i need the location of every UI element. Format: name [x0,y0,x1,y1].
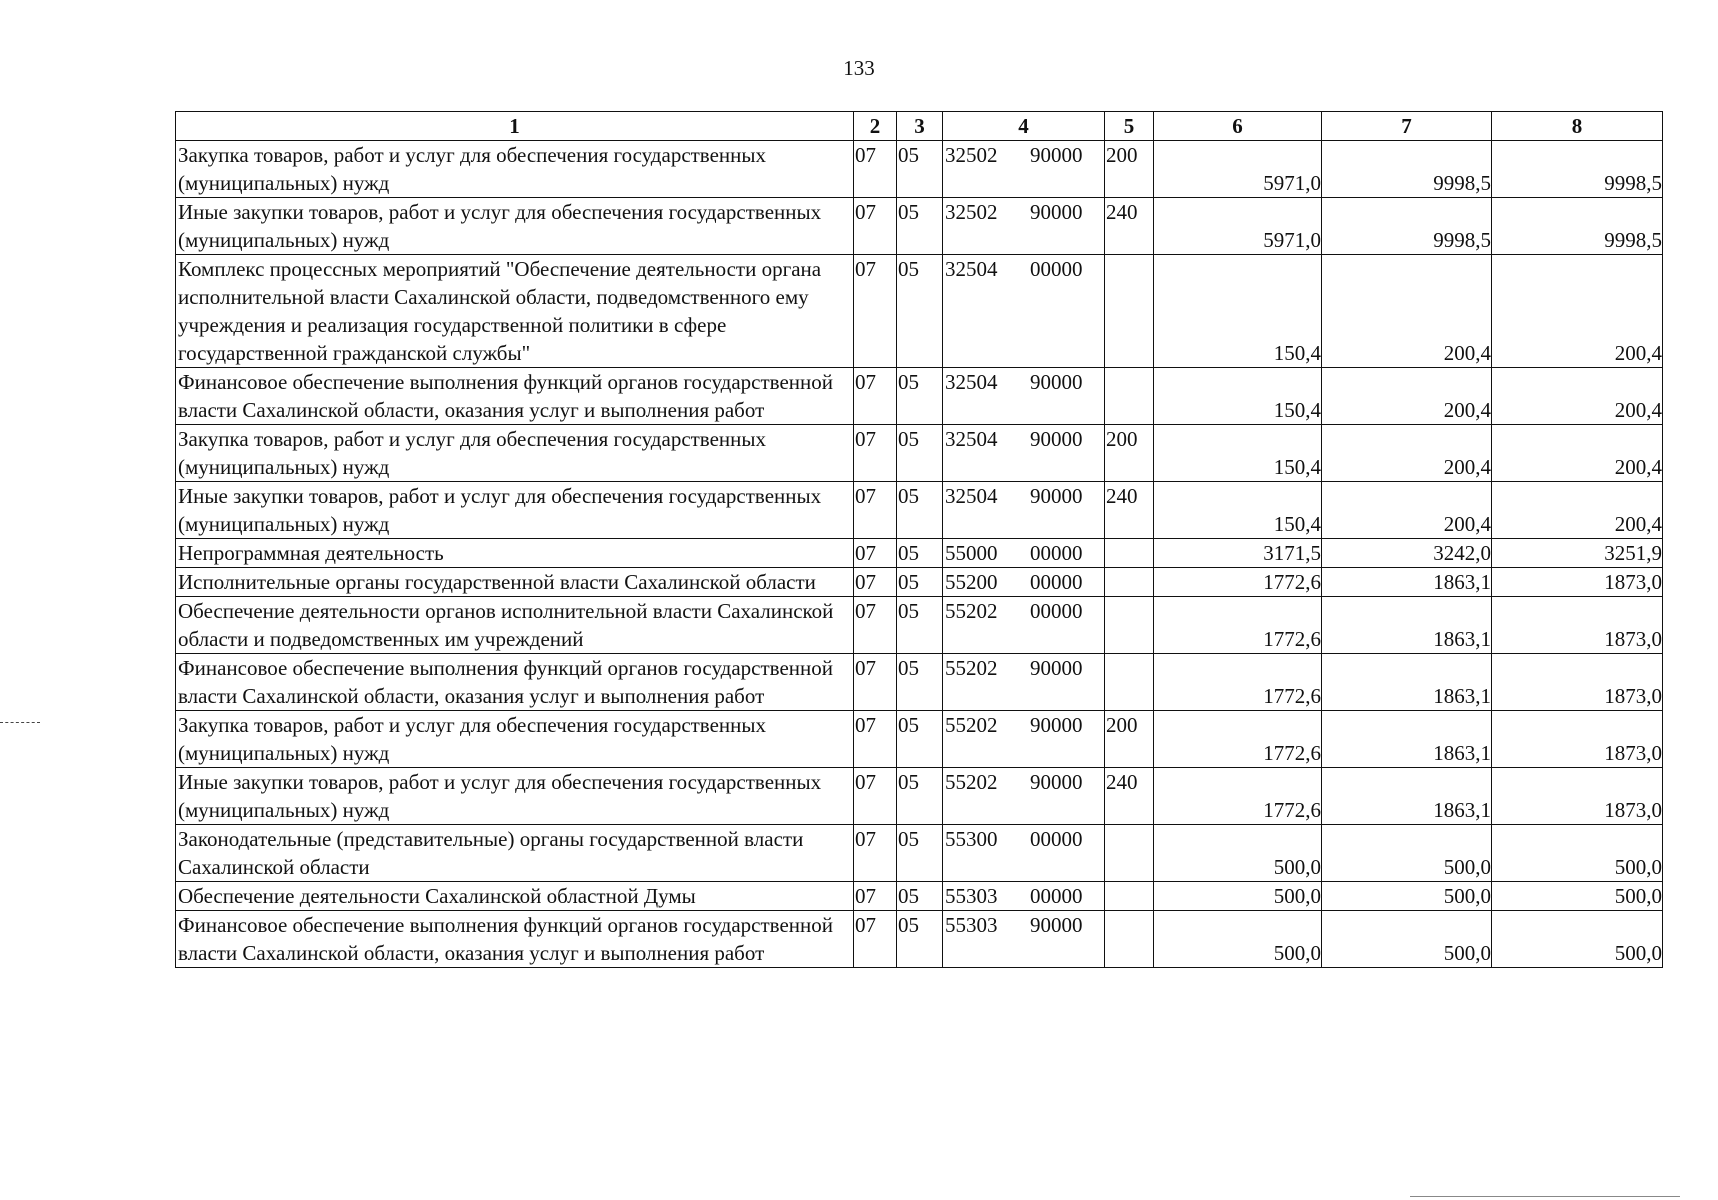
column-header-6: 6 [1154,112,1322,141]
expense-type-cell [1105,597,1154,654]
row-name-cell: Непрограммная деятельность [176,539,854,568]
amount-col8-cell: 9998,5 [1492,198,1663,255]
row-name-cell: Иные закупки товаров, работ и услуг для обеспечения государственных (муниципальных) нужд [176,768,854,825]
subsection-code-cell: 05 [897,368,943,425]
column-header-3: 3 [897,112,943,141]
section-code-cell: 07 [854,368,897,425]
amount-col7-cell: 3242,0 [1322,539,1492,568]
column-header-4: 4 [943,112,1105,141]
target-article-part-1: 32504 [945,370,998,394]
amount-col7-cell: 200,4 [1322,482,1492,539]
target-article-cell [943,597,1105,654]
target-article-part-2: 90000 [1030,713,1083,737]
table-row [176,911,1663,968]
table-row [176,255,1663,368]
amount-col6-cell: 150,4 [1154,255,1322,368]
amount-col7-cell: 1863,1 [1322,768,1492,825]
expense-type-cell: 240 [1105,768,1154,825]
amount-col8-cell: 200,4 [1492,482,1663,539]
target-article-cell [943,198,1105,255]
amount-col8-cell: 1873,0 [1492,568,1663,597]
target-article-part-2: 00000 [1030,541,1083,565]
amount-col8-cell: 1873,0 [1492,711,1663,768]
table-row [176,825,1663,882]
row-name-cell: Исполнительные органы государственной власти Сахалинской области [176,568,854,597]
target-article-part-1: 55202 [945,770,998,794]
target-article-part-1: 55200 [945,570,998,594]
expense-type-cell [1105,654,1154,711]
amount-col7-cell: 500,0 [1322,911,1492,968]
table-row [176,568,1663,597]
target-article-cell [943,141,1105,198]
target-article-part-1: 32502 [945,200,998,224]
section-code-cell: 07 [854,568,897,597]
expense-type-cell [1105,911,1154,968]
table-body [176,141,1663,968]
table-row [176,482,1663,539]
row-name-cell: Закупка товаров, работ и услуг для обеспечения государственных (муниципальных) нужд [176,711,854,768]
section-code-cell: 07 [854,882,897,911]
target-article-cell [943,368,1105,425]
amount-col7-cell: 9998,5 [1322,141,1492,198]
subsection-code-cell: 05 [897,911,943,968]
row-name-cell: Законодательные (представительные) органы государственной власти Сахалинской области [176,825,854,882]
target-article-part-2: 90000 [1030,427,1083,451]
target-article-cell [943,654,1105,711]
section-code-cell: 07 [854,141,897,198]
table-row [176,539,1663,568]
table-row [176,882,1663,911]
amount-col7-cell: 200,4 [1322,368,1492,425]
expense-type-cell [1105,368,1154,425]
target-article-part-2: 00000 [1030,827,1083,851]
row-name-cell: Иные закупки товаров, работ и услуг для обеспечения государственных (муниципальных) нужд [176,482,854,539]
target-article-cell [943,255,1105,368]
scan-artifact-line [1410,1196,1680,1197]
column-header-8: 8 [1492,112,1663,141]
target-article-part-1: 55202 [945,656,998,680]
target-article-part-1: 32504 [945,484,998,508]
section-code-cell: 07 [854,825,897,882]
subsection-code-cell: 05 [897,768,943,825]
subsection-code-cell: 05 [897,255,943,368]
table-row [176,141,1663,198]
amount-col7-cell: 1863,1 [1322,568,1492,597]
section-code-cell: 07 [854,198,897,255]
amount-col6-cell: 500,0 [1154,825,1322,882]
column-header-7: 7 [1322,112,1492,141]
expense-type-cell: 200 [1105,425,1154,482]
table-row [176,711,1663,768]
target-article-part-1: 32504 [945,257,998,281]
amount-col8-cell: 200,4 [1492,368,1663,425]
amount-col7-cell: 9998,5 [1322,198,1492,255]
section-code-cell: 07 [854,255,897,368]
target-article-part-1: 55303 [945,913,998,937]
subsection-code-cell: 05 [897,482,943,539]
target-article-part-2: 00000 [1030,257,1083,281]
table-row [176,654,1663,711]
subsection-code-cell: 05 [897,425,943,482]
table-header-row [176,112,1663,141]
amount-col8-cell: 3251,9 [1492,539,1663,568]
scan-artifact-dash [0,722,40,723]
expense-type-cell [1105,825,1154,882]
amount-col8-cell: 9998,5 [1492,141,1663,198]
amount-col8-cell: 500,0 [1492,825,1663,882]
row-name-cell: Иные закупки товаров, работ и услуг для обеспечения государственных (муниципальных) нужд [176,198,854,255]
column-header-5: 5 [1105,112,1154,141]
amount-col8-cell: 1873,0 [1492,768,1663,825]
target-article-part-2: 90000 [1030,200,1083,224]
amount-col6-cell: 150,4 [1154,368,1322,425]
row-name-cell: Комплекс процессных мероприятий "Обеспечение деятельности органа исполнительной власти Сахалинской области, подведомственного ему учреждения и реализация государственной политики в сфере государственной гражданской службы" [176,255,854,368]
row-name-cell: Обеспечение деятельности органов исполнительной власти Сахалинской области и подведомственных им учреждений [176,597,854,654]
amount-col6-cell: 1772,6 [1154,654,1322,711]
expense-type-cell: 200 [1105,711,1154,768]
amount-col6-cell: 500,0 [1154,882,1322,911]
target-article-part-2: 00000 [1030,570,1083,594]
amount-col8-cell: 1873,0 [1492,597,1663,654]
row-name-cell: Финансовое обеспечение выполнения функций органов государственной власти Сахалинской области, оказания услуг и выполнения работ [176,368,854,425]
amount-col8-cell: 500,0 [1492,911,1663,968]
amount-col6-cell: 1772,6 [1154,711,1322,768]
target-article-cell [943,711,1105,768]
amount-col6-cell: 5971,0 [1154,198,1322,255]
subsection-code-cell: 05 [897,141,943,198]
subsection-code-cell: 05 [897,711,943,768]
section-code-cell: 07 [854,425,897,482]
expense-type-cell [1105,882,1154,911]
target-article-part-1: 32504 [945,427,998,451]
expense-type-cell [1105,568,1154,597]
target-article-cell [943,425,1105,482]
section-code-cell: 07 [854,482,897,539]
target-article-part-2: 00000 [1030,599,1083,623]
subsection-code-cell: 05 [897,654,943,711]
target-article-part-2: 90000 [1030,143,1083,167]
amount-col8-cell: 200,4 [1492,425,1663,482]
subsection-code-cell: 05 [897,539,943,568]
amount-col8-cell: 200,4 [1492,255,1663,368]
target-article-part-1: 32502 [945,143,998,167]
amount-col8-cell: 1873,0 [1492,654,1663,711]
budget-table [175,111,1663,968]
amount-col7-cell: 200,4 [1322,255,1492,368]
target-article-part-2: 90000 [1030,484,1083,508]
amount-col8-cell: 500,0 [1492,882,1663,911]
section-code-cell: 07 [854,711,897,768]
section-code-cell: 07 [854,911,897,968]
amount-col7-cell: 1863,1 [1322,597,1492,654]
amount-col7-cell: 1863,1 [1322,711,1492,768]
target-article-part-1: 55303 [945,884,998,908]
target-article-part-1: 55202 [945,599,998,623]
target-article-part-1: 55300 [945,827,998,851]
expense-type-cell [1105,255,1154,368]
table-row [176,368,1663,425]
expense-type-cell [1105,539,1154,568]
page-number: 133 [843,56,875,80]
amount-col7-cell: 1863,1 [1322,654,1492,711]
amount-col6-cell: 5971,0 [1154,141,1322,198]
table-row [176,425,1663,482]
table-row [176,768,1663,825]
section-code-cell: 07 [854,768,897,825]
section-code-cell: 07 [854,597,897,654]
row-name-cell: Финансовое обеспечение выполнения функций органов государственной власти Сахалинской области, оказания услуг и выполнения работ [176,654,854,711]
target-article-cell [943,539,1105,568]
amount-col6-cell: 3171,5 [1154,539,1322,568]
subsection-code-cell: 05 [897,597,943,654]
target-article-part-2: 90000 [1030,370,1083,394]
amount-col6-cell: 1772,6 [1154,568,1322,597]
target-article-part-1: 55000 [945,541,998,565]
subsection-code-cell: 05 [897,568,943,597]
target-article-cell [943,768,1105,825]
subsection-code-cell: 05 [897,198,943,255]
row-name-cell: Закупка товаров, работ и услуг для обеспечения государственных (муниципальных) нужд [176,141,854,198]
amount-col7-cell: 500,0 [1322,882,1492,911]
column-header-1: 1 [176,112,854,141]
target-article-part-2: 90000 [1030,656,1083,680]
amount-col7-cell: 200,4 [1322,425,1492,482]
target-article-cell [943,825,1105,882]
target-article-cell [943,482,1105,539]
target-article-cell [943,568,1105,597]
table-row [176,597,1663,654]
expense-type-cell: 240 [1105,198,1154,255]
expense-type-cell: 200 [1105,141,1154,198]
target-article-cell [943,882,1105,911]
amount-col6-cell: 500,0 [1154,911,1322,968]
expense-type-cell: 240 [1105,482,1154,539]
section-code-cell: 07 [854,654,897,711]
section-code-cell: 07 [854,539,897,568]
amount-col6-cell: 150,4 [1154,425,1322,482]
amount-col6-cell: 150,4 [1154,482,1322,539]
row-name-cell: Обеспечение деятельности Сахалинской областной Думы [176,882,854,911]
target-article-part-2: 90000 [1030,770,1083,794]
amount-col7-cell: 500,0 [1322,825,1492,882]
target-article-part-2: 90000 [1030,913,1083,937]
row-name-cell: Закупка товаров, работ и услуг для обеспечения государственных (муниципальных) нужд [176,425,854,482]
table-row [176,198,1663,255]
target-article-part-2: 00000 [1030,884,1083,908]
row-name-cell: Финансовое обеспечение выполнения функций органов государственной власти Сахалинской области, оказания услуг и выполнения работ [176,911,854,968]
subsection-code-cell: 05 [897,882,943,911]
target-article-part-1: 55202 [945,713,998,737]
subsection-code-cell: 05 [897,825,943,882]
amount-col6-cell: 1772,6 [1154,768,1322,825]
amount-col6-cell: 1772,6 [1154,597,1322,654]
target-article-cell [943,911,1105,968]
column-header-2: 2 [854,112,897,141]
